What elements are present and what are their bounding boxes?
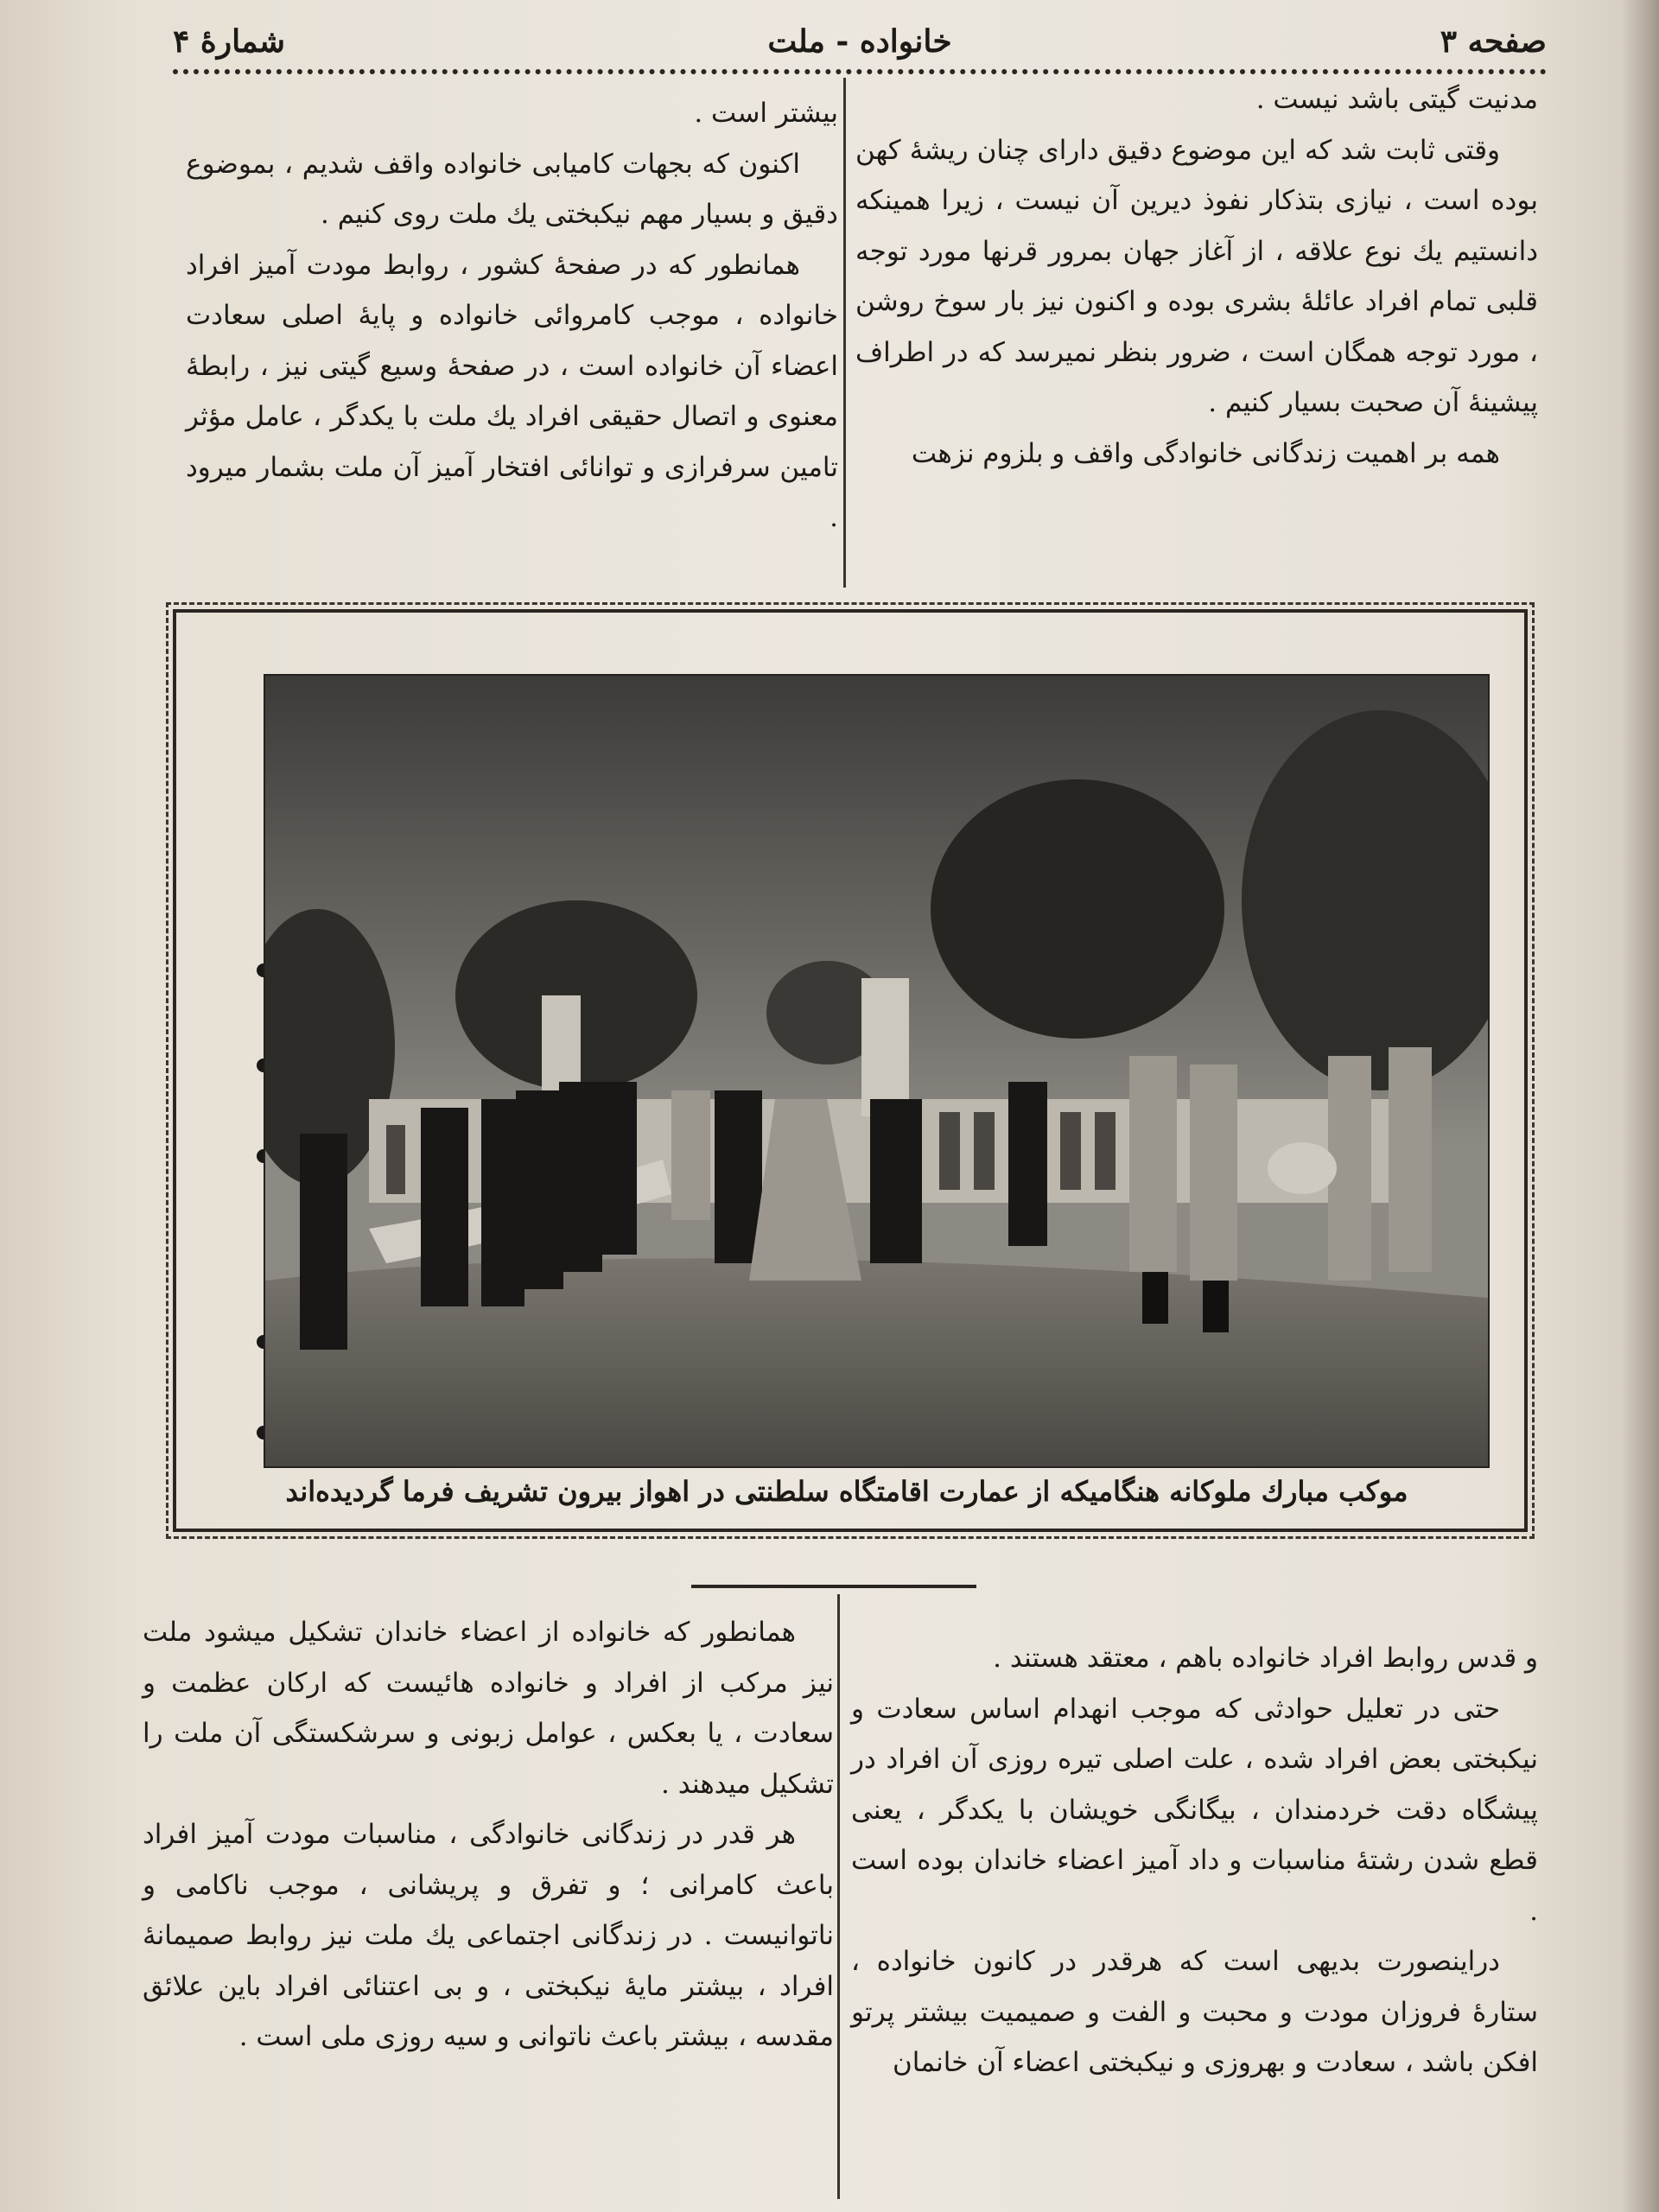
paragraph: و قدس روابط افراد خانواده باهم ، معتقد هستند . — [993, 1643, 1538, 1674]
page-number-label: صفحه ۳ — [1440, 23, 1547, 60]
photo-caption: موکب مبارك ملوکانه هنگامیکه از عمارت اقامتگاه سلطنتی در اهواز بیرون تشریف فرما گردیده‌اند — [285, 1475, 1408, 1508]
page-fold-shadow — [1621, 0, 1659, 2212]
column-divider — [837, 1594, 840, 2199]
page-header — [173, 19, 1547, 64]
paragraph: اکنون که بجهات کامیابی خانواده واقف شدیم ، بموضوع دقیق و بسیار مهم نیکبختی یك ملت روی کنیم . — [186, 148, 838, 230]
paragraph: همه بر اهمیت زندگانی خانوادگی واقف و بلزوم نزهت — [911, 437, 1500, 469]
section-rule — [691, 1585, 976, 1588]
bottom-right-column — [851, 1633, 1538, 2203]
paragraph: حتی در تعلیل حوادثی که موجب انهدام اساس سعادت و نیکبختی بعض افراد شده ، علت اصلی تیره روزی آن افراد در پیشگاه دقت خردمندان ، بیگانگی خویشان با یکدگر ، یعنی قطع شدن رشتهٔ مناسبات و داد آمیز اعضاء خاندان بوده است . — [851, 1693, 1538, 1927]
news-photograph — [264, 674, 1490, 1468]
top-right-column — [855, 74, 1538, 567]
bottom-left-column — [143, 1607, 834, 2203]
paragraph: همانطور که خانواده از اعضاء خاندان تشکیل میشود ملت نیز مرکب از افراد و خانواده هائیست که ارکان عظمت و سعادت ، یا بعکس ، عوامل زبونی و سرشکستگی آن ملت را تشکیل میدهند . — [143, 1617, 834, 1800]
paragraph: هر قدر در زندگانی خانوادگی ، مناسبات مودت آمیز افراد باعث کامرانی ؛ و تفرق و پریشانی ، موجب ناکامی و ناتوانیست . در زندگانی اجتماعی یك ملت نیز روابط صمیمانهٔ افراد ، بیشتر مایهٔ نیکبختی ، و بی اعتنائی افراد باین علائق مقدسه ، بیشتر باعث ناتوانی و سیه روزی ملی است . — [143, 1819, 834, 2052]
paragraph: بیشتر است . — [694, 98, 838, 129]
paragraph: همانطور که در صفحهٔ کشور ، روابط مودت آمیز افراد خانواده ، موجب کامروائی خانواده و پایهٔ اصلی سعادت اعضاء آن خانواده است ، در صفحهٔ وسیع گیتی نیز ، رابطهٔ معنوی و اتصال حقیقی افراد یك ملت با یکدگر ، عامل مؤثر تامین سرفرازی و توانائی افتخار آمیز آن ملت بشمار میرود . — [186, 249, 838, 533]
paragraph: دراینصورت بدیهی است که هرقدر در کانون خانواده ، ستارهٔ فروزان مودت و محبت و الفت و صمیمیت بیشتر پرتو افکن باشد ، سعادت و بهروزی و نیکبختی اعضاء آن خانمان — [851, 1946, 1538, 2078]
issue-number-label: شمارهٔ ۴ — [173, 23, 286, 60]
publication-title: خانواده - ملت — [767, 23, 952, 60]
top-left-column — [186, 88, 838, 572]
photograph-image — [265, 676, 1488, 1466]
paragraph: وقتی ثابت شد که این موضوع دقیق دارای چنان ریشهٔ کهن بوده است ، نیازی بتذکار نفوذ دیرین آن نیست ، زیرا همینکه دانستیم یك نوع علاقه ، از آغاز جهان بمرور قرنها مورد توجه قلبی تمام افراد عائلهٔ بشری بوده و اکنون نیز بار سوخ روشن ، مورد توجه همگان است ، ضرور بنظر نمیرسد که در اطراف پیشینهٔ آن صحبت بسیار کنیم . — [855, 134, 1538, 418]
column-divider — [843, 78, 846, 588]
paragraph: مدنیت گیتی باشد نیست . — [1255, 84, 1538, 115]
